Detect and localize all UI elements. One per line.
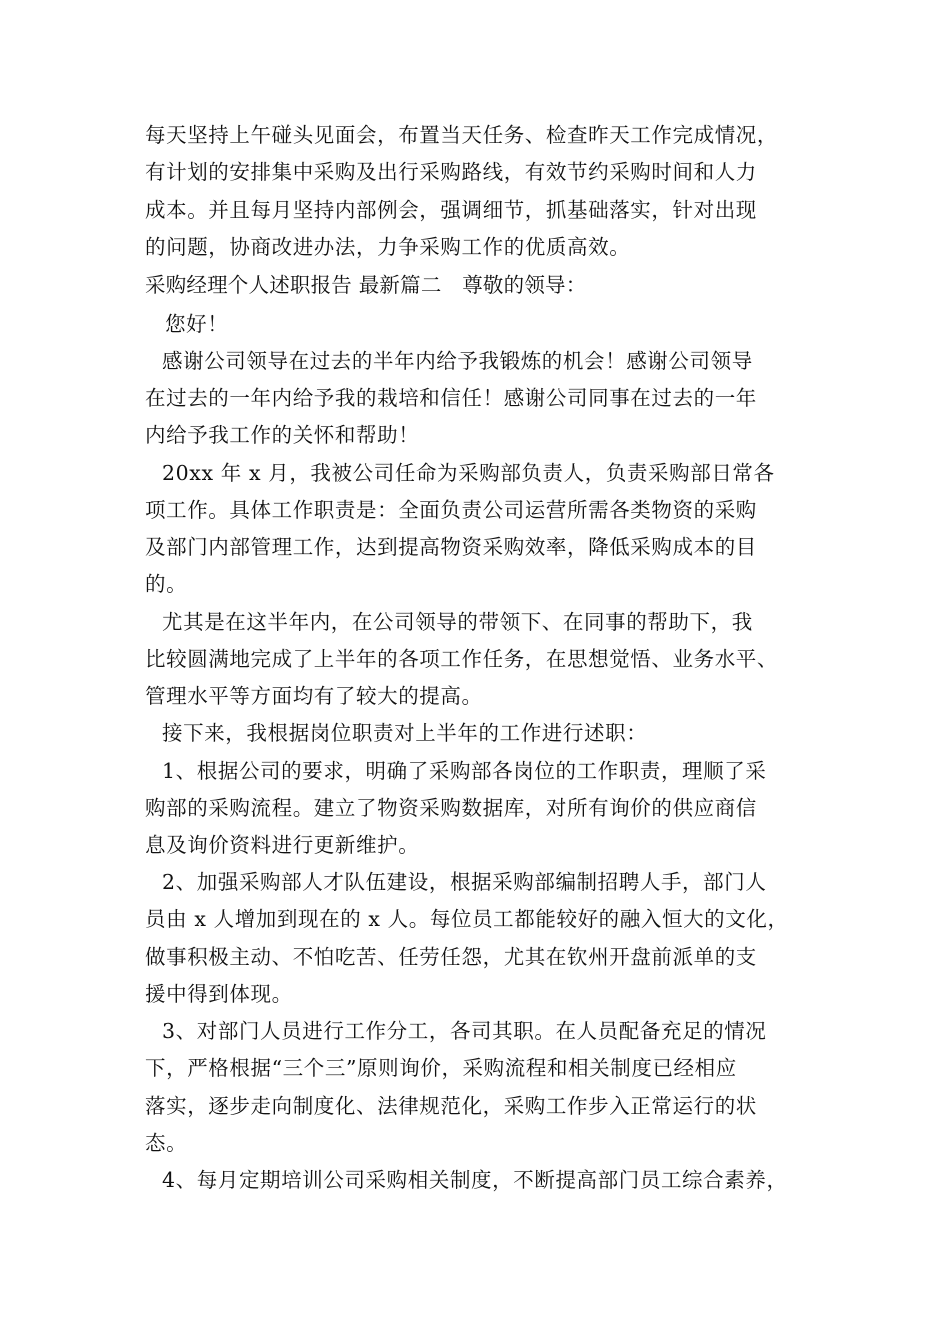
- text-line: 落实，逐步走向制度化、法律规范化，采购工作步入正常运行的状: [145, 1094, 757, 1118]
- list-item-2: 2、加强采购部人才队伍建设，根据采购部编制招聘人手，部门人: [162, 870, 767, 894]
- text-line: 每天坚持上午碰头见面会，布置当天任务、检查昨天工作完成情况，: [145, 123, 778, 147]
- text-line: 员由 x 人增加到现在的 x 人。每位员工都能较好的融入恒大的文化，: [145, 907, 789, 931]
- text-line: 比较圆满地完成了上半年的各项工作任务，在思想觉悟、业务水平、: [145, 647, 778, 671]
- text-line: 接下来，我根据岗位职责对上半年的工作进行述职：: [162, 721, 648, 745]
- text-line: 及部门内部管理工作，达到提高物资采购效率，降低采购成本的目: [145, 535, 757, 559]
- list-item-3: 3、对部门人员进行工作分工，各司其职。在人员配备充足的情况: [162, 1019, 767, 1043]
- text-line: 在过去的一年内给予我的栽培和信任！感谢公司同事在过去的一年: [145, 386, 757, 410]
- text-line: 成本。并且每月坚持内部例会，强调细节，抓基础落实，针对出现: [145, 198, 757, 222]
- text-line: 下，严格根据“三个三”原则询价，采购流程和相关制度已经相应: [145, 1056, 737, 1080]
- list-item-4: 4、每月定期培训公司采购相关制度，不断提高部门员工综合素养，: [162, 1168, 788, 1192]
- text-line: 购部的采购流程。建立了物资采购数据库，对所有询价的供应商信: [145, 796, 757, 820]
- text-line: 有计划的安排集中采购及出行采购路线，有效节约采购时间和人力: [145, 160, 757, 184]
- text-line: 做事积极主动、不怕吃苦、任劳任怨，尤其在钦州开盘前派单的支: [145, 945, 757, 969]
- text-line: 尤其是在这半年内，在公司领导的带领下、在同事的帮助下，我: [162, 610, 753, 634]
- text-line: 20xx 年 x 月，我被公司任命为采购部负责人，负责采购部日常各: [162, 461, 775, 485]
- greeting-line: 您好！: [165, 312, 229, 336]
- text-line: 态。: [145, 1131, 188, 1155]
- text-line: 的。: [145, 572, 188, 596]
- text-line: 内给予我工作的关怀和帮助！: [145, 423, 420, 447]
- text-line: 项工作。具体工作职责是：全面负责公司运营所需各类物资的采购: [145, 498, 757, 522]
- text-line: 感谢公司领导在过去的半年内给予我锻炼的机会！感谢公司领导: [162, 349, 753, 373]
- section-heading: 采购经理个人述职报告 最新篇二 尊敬的领导：: [145, 273, 587, 297]
- text-line: 息及询价资料进行更新维护。: [145, 833, 420, 857]
- text-line: 管理水平等方面均有了较大的提高。: [145, 684, 483, 708]
- text-line: 的问题，协商改进办法，力争采购工作的优质高效。: [145, 235, 631, 259]
- list-item-1: 1、根据公司的要求，明确了采购部各岗位的工作职责，理顺了采: [162, 759, 767, 783]
- text-line: 援中得到体现。: [145, 982, 293, 1006]
